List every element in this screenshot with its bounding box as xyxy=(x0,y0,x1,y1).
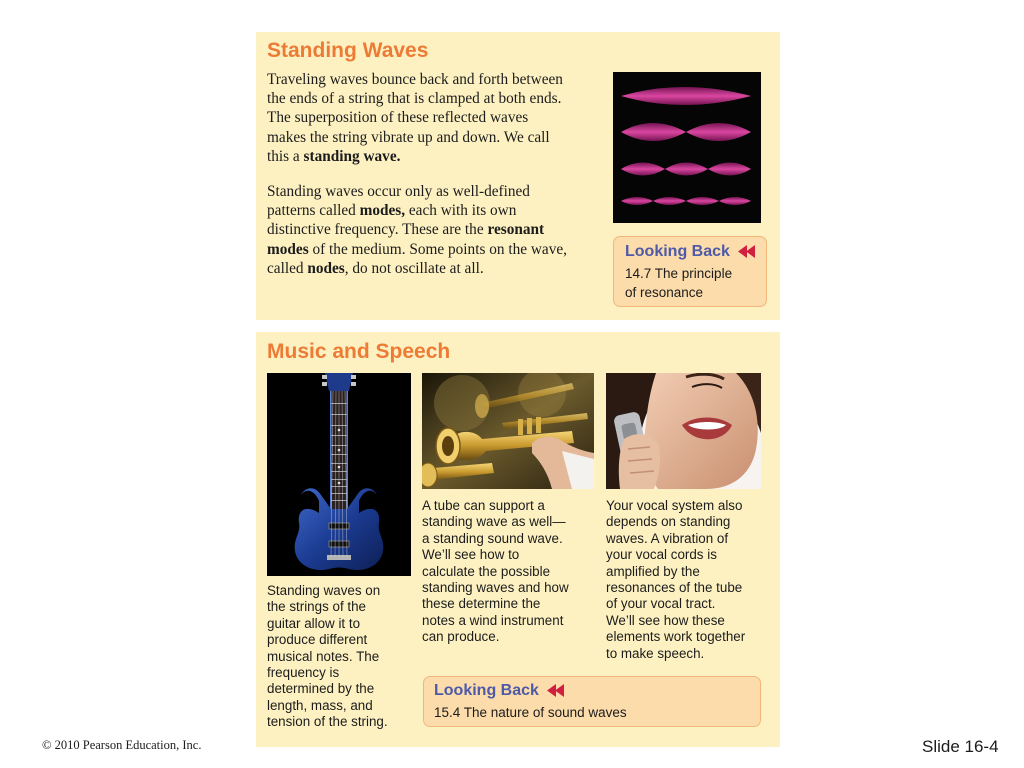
standing-waves-heading: Standing Waves xyxy=(267,39,429,62)
guitar-caption: Standing waves on the strings of the guitar allow it to produce different musical notes. The frequency is determined by the length, mass, and tension of the string. xyxy=(267,583,388,730)
standing-waves-paragraph-1: Traveling waves bounce back and forth between the ends of a string that is clamped at both ends. The superposition of these reflected waves makes the string vibrate up and down. We call this a standing wave. xyxy=(267,71,563,165)
trumpet-caption: A tube can support a standing wave as well— a standing sound wave. We’ll see how to calculate the possible standing waves and how these determine the notes a wind instrument can produce. xyxy=(422,498,569,645)
guitar-image xyxy=(267,373,411,576)
copyright-notice: © 2010 Pearson Education, Inc. xyxy=(42,738,202,752)
looking-back-label-top: Looking Back xyxy=(625,243,730,260)
standing-waves-paragraph-2: Standing waves occur only as well-defined patterns called modes, each with its own distinctive frequency. These are the resonant modes of the medium. Some points on the wave, called nodes, do not oscillate at all. xyxy=(267,183,567,277)
woman-on-phone-image xyxy=(606,373,761,489)
music-speech-heading: Music and Speech xyxy=(267,340,451,363)
trumpets-image xyxy=(422,373,594,489)
double-left-arrow-icon xyxy=(547,684,565,697)
looking-back-reference-bottom: 15.4 The nature of sound waves xyxy=(434,705,627,720)
speech-caption: Your vocal system also depends on standing waves. A vibration of your vocal cords is amplified by the resonances of the tube of your vocal tract. We’ll see how these elements work together to make speech. xyxy=(606,498,746,661)
standing-wave-modes-image xyxy=(613,72,761,223)
looking-back-reference-top: 14.7 The principle of resonance xyxy=(625,266,733,300)
double-left-arrow-icon xyxy=(738,245,756,258)
slide-number: Slide 16-4 xyxy=(922,737,999,756)
looking-back-label-bottom: Looking Back xyxy=(434,682,539,699)
